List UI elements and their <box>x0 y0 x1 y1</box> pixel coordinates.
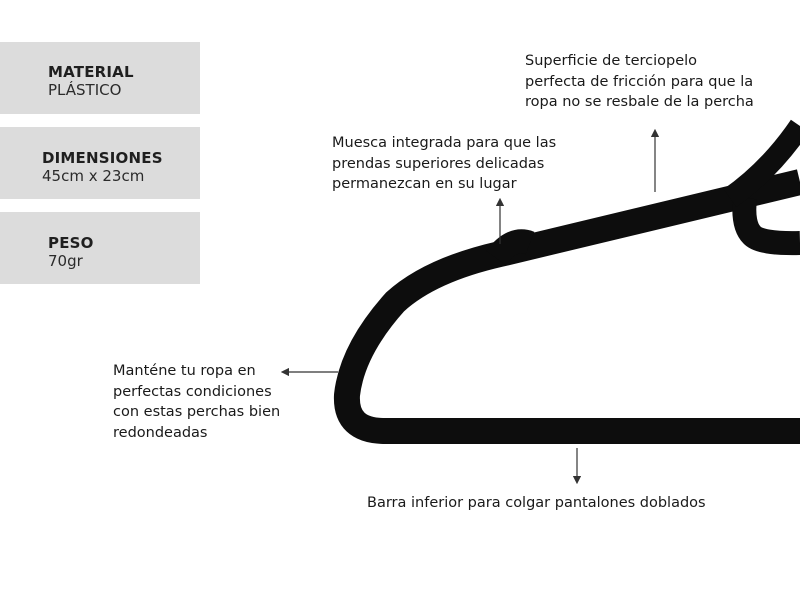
spec-material-value: PLÁSTICO <box>48 81 122 99</box>
spec-weight-title: PESO <box>48 234 94 252</box>
callout-rounded-line-4: redondeadas <box>113 424 208 441</box>
spec-material-title: MATERIAL <box>48 63 134 81</box>
callout-rounded <box>113 361 280 443</box>
spec-weight-value: 70gr <box>48 252 83 270</box>
callout-notch <box>332 133 556 195</box>
callout-velvet <box>525 51 754 113</box>
spec-dimensions-title: DIMENSIONES <box>42 149 163 167</box>
callout-velvet-line-1: Superficie de terciopelo <box>525 53 698 69</box>
callout-rounded-line-3: con estas perchas bien <box>113 404 281 420</box>
spec-dimensions-value: 45cm x 23cm <box>42 167 145 185</box>
callout-notch-line-1: Muesca integrada para que las <box>332 135 557 151</box>
callout-velvet-line-3: ropa no se resbale de la percha <box>525 94 754 110</box>
callout-notch-line-2: prendas superiores delicadas <box>332 155 545 172</box>
callout-rounded-line-1: Manténe tu ropa en <box>113 363 256 379</box>
callout-rounded-line-2: perfectas condiciones <box>113 383 272 400</box>
callout-bar: Barra inferior para colgar pantalones doblados <box>367 495 706 511</box>
callout-notch-line-3: permanezcan en su lugar <box>332 176 517 192</box>
callout-velvet-line-2: perfecta de fricción para que la <box>525 73 754 90</box>
